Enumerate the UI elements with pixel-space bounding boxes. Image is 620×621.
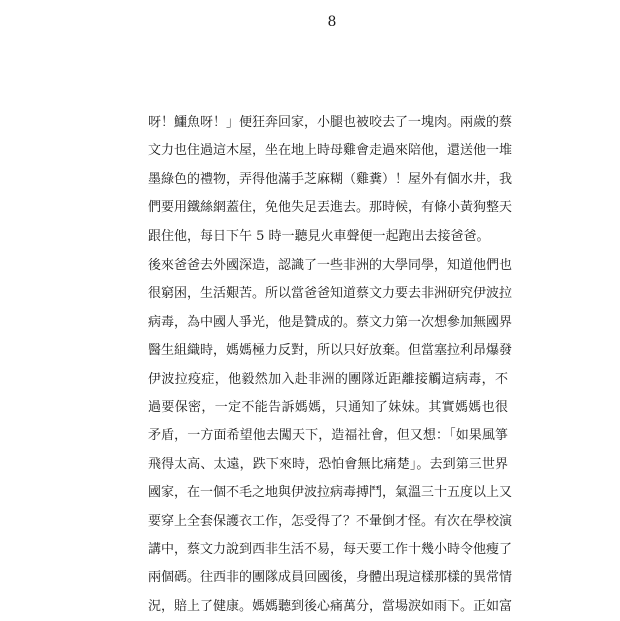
paragraph-text xyxy=(148,109,513,251)
text-line: 病毒，為中國人爭光，他是贊成的。蔡文力第一次想參加無國界 xyxy=(148,314,513,330)
text-line: 飛得太高、太遠，跌下來時，恐怕會無比痛楚」。去到第三世界 xyxy=(148,456,508,472)
page-number: 8 xyxy=(327,14,337,30)
text-line: 兩個碼。往西非的團隊成員回國後，身體出現這樣那樣的異常情 xyxy=(148,570,513,586)
text-line: 伊波拉疫症，他毅然加入赴非洲的團隊近距離接觸這病毒，不 xyxy=(148,371,508,387)
text-line: 們要用鐵絲網蓋住，免他失足丟進去。那時候，有條小黃狗整天 xyxy=(148,200,513,216)
text-line: 很窮困，生活艱苦。所以當爸爸知道蔡文力要去非洲研究伊波拉 xyxy=(148,286,513,302)
text-line: 跟住他，每日下午 5 時一聽見火車聲便一起跑出去接爸爸。 xyxy=(148,228,490,244)
text-line: 墨綠色的禮物，弄得他滿手芝麻糊（雞糞）！屋外有個水井，我 xyxy=(148,171,513,187)
text-line: 要穿上全套保護衣工作，怎受得了？不暈倒才怪。有次在學校演 xyxy=(148,513,513,529)
paragraph-text xyxy=(148,252,513,621)
text-line: 況，賠上了健康。媽媽聽到後心痛萬分，當場淚如雨下。正如富 xyxy=(148,598,513,614)
text-line: 文力也住過這木屋，坐在地上時母雞會走過來陪他，還送他一堆 xyxy=(148,143,513,159)
paragraph-2 xyxy=(148,252,513,621)
text-line: 國家，在一個不毛之地與伊波拉病毒搏鬥，氣溫三十五度以上又 xyxy=(148,485,513,501)
text-line: 過要保密，一定不能告訴媽媽，只通知了妹妹。其實媽媽也很 xyxy=(148,400,508,416)
text-line: 後來爸爸去外國深造，認識了一些非洲的大學同學，知道他們也 xyxy=(148,258,513,273)
text-line: 醫生組織時，媽媽極力反對，所以只好放棄。但當塞拉利昂爆發 xyxy=(148,343,513,359)
paragraph-1 xyxy=(148,109,513,251)
text-line: 呀！鱷魚呀！」便狂奔回家，小腿也被咬去了一塊肉。兩歲的蔡 xyxy=(148,115,513,130)
text-line: 講中，蔡文力說到西非生活不易，每天要工作十幾小時令他瘦了 xyxy=(148,542,513,558)
text-line: 矛盾，一方面希望他去闖天下，造福社會，但又想：「如果風箏 xyxy=(148,428,508,444)
